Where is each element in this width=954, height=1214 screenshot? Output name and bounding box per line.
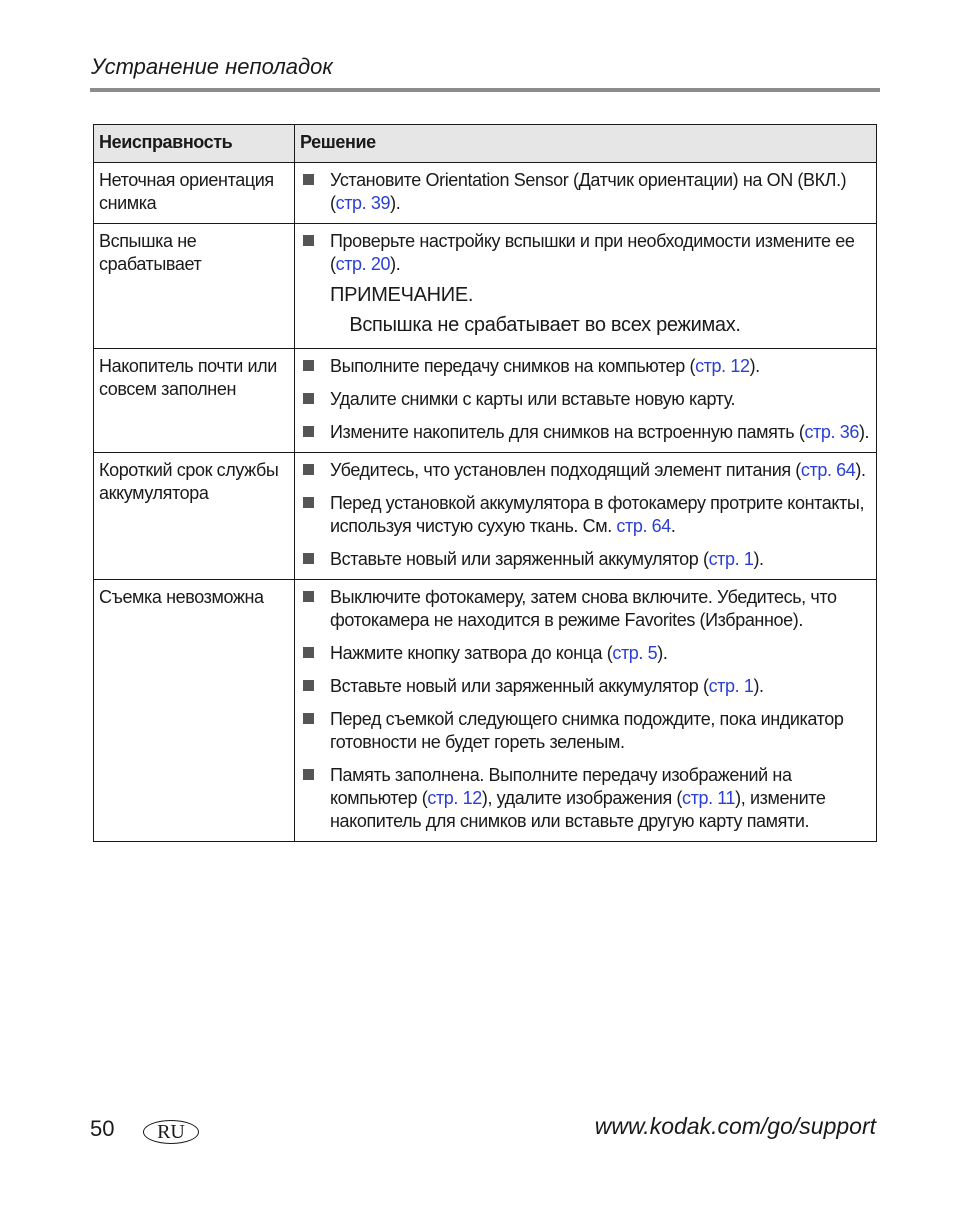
- page-link[interactable]: стр. 1: [708, 676, 754, 696]
- page-link[interactable]: стр. 39: [335, 193, 391, 213]
- page-link[interactable]: стр. 5: [612, 643, 658, 663]
- troubleshooting-table: [93, 124, 877, 842]
- list-item: Память заполнена. Выполните передачу изображений на компьютер (стр. 12), удалите изображения (стр. 11), измените накопитель для снимков или вставьте другую карту памяти.: [300, 764, 870, 833]
- list-item: Удалите снимки с карты или вставьте новую карту.: [300, 388, 870, 411]
- table-header-row: [94, 125, 877, 163]
- list-item: Установите Orientation Sensor (Датчик ориентации) на ON (ВКЛ.) (стр. 39).: [300, 169, 870, 215]
- solution-cell: [295, 163, 877, 224]
- square-bullet-icon: [303, 235, 314, 246]
- square-bullet-icon: [303, 680, 314, 691]
- solution-list: [300, 586, 870, 833]
- solution-list: [300, 459, 870, 571]
- note-block: [300, 280, 870, 340]
- page-link[interactable]: стр. 36: [804, 422, 859, 442]
- square-bullet-icon: [303, 464, 314, 475]
- square-bullet-icon: [303, 174, 314, 185]
- page-number: 50: [90, 1116, 115, 1141]
- solution-list: [300, 169, 870, 215]
- page-link[interactable]: стр. 64: [616, 516, 671, 536]
- square-bullet-icon: [303, 426, 314, 437]
- square-bullet-icon: [303, 647, 314, 658]
- square-bullet-icon: [303, 553, 314, 564]
- page-link[interactable]: стр. 12: [695, 356, 750, 376]
- support-url[interactable]: www.kodak.com/go/support: [594, 1113, 876, 1139]
- header-divider: [90, 88, 880, 92]
- square-bullet-icon: [303, 497, 314, 508]
- problem-cell: Короткий срок службы аккумулятора: [94, 453, 295, 580]
- solution-cell: [295, 453, 877, 580]
- problem-cell: Съемка невозможна: [94, 580, 295, 842]
- note-text: Вспышка не срабатывает во всех режимах.: [349, 314, 741, 336]
- solution-cell: [295, 349, 877, 453]
- solution-cell: [295, 580, 877, 842]
- page-link[interactable]: стр. 12: [427, 788, 482, 808]
- table-row: [94, 349, 877, 453]
- language-badge: RU: [143, 1120, 199, 1144]
- problem-cell: Вспышка не срабатывает: [94, 224, 295, 349]
- list-item: Выполните передачу снимков на компьютер (стр. 12).: [300, 355, 870, 378]
- page-link[interactable]: стр. 20: [335, 254, 391, 274]
- square-bullet-icon: [303, 393, 314, 404]
- table-row: [94, 163, 877, 224]
- table-row: [94, 224, 877, 349]
- problem-cell: Неточная ориентация снимка: [94, 163, 295, 224]
- square-bullet-icon: [303, 769, 314, 780]
- solution-cell: [295, 224, 877, 349]
- square-bullet-icon: [303, 360, 314, 371]
- list-item: Проверьте настройку вспышки и при необходимости измените ее (стр. 20).: [300, 230, 870, 276]
- list-item: Вставьте новый или заряженный аккумулятор (стр. 1).: [300, 675, 870, 698]
- problem-cell: Накопитель почти или совсем заполнен: [94, 349, 295, 453]
- page-link[interactable]: стр. 64: [800, 460, 856, 480]
- list-item: Перед установкой аккумулятора в фотокамеру протрите контакты, используя чистую сухую ткань. См. стр. 64.: [300, 492, 870, 538]
- page-link[interactable]: стр. 1: [708, 549, 754, 569]
- square-bullet-icon: [303, 713, 314, 724]
- square-bullet-icon: [303, 591, 314, 602]
- page-header-title: Устранение неполадок: [91, 54, 333, 79]
- list-item: Нажмите кнопку затвора до конца (стр. 5).: [300, 642, 870, 665]
- column-header-solution: Решение: [295, 125, 877, 163]
- table-row: [94, 453, 877, 580]
- page-link[interactable]: стр. 11: [682, 788, 736, 808]
- list-item: Выключите фотокамеру, затем снова включите. Убедитесь, что фотокамера не находится в режиме Favorites (Избранное).: [300, 586, 870, 632]
- solution-list: [300, 355, 870, 444]
- column-header-problem: Неисправность: [94, 125, 295, 163]
- list-item: Вставьте новый или заряженный аккумулятор (стр. 1).: [300, 548, 870, 571]
- list-item: Измените накопитель для снимков на встроенную память (стр. 36).: [300, 421, 870, 444]
- list-item: Убедитесь, что установлен подходящий элемент питания (стр. 64).: [300, 459, 870, 482]
- solution-list: [300, 230, 870, 276]
- table-row: [94, 580, 877, 842]
- note-label: ПРИМЕЧАНИЕ.: [330, 284, 474, 306]
- list-item: Перед съемкой следующего снимка подождите, пока индикатор готовности не будет гореть зеленым.: [300, 708, 870, 754]
